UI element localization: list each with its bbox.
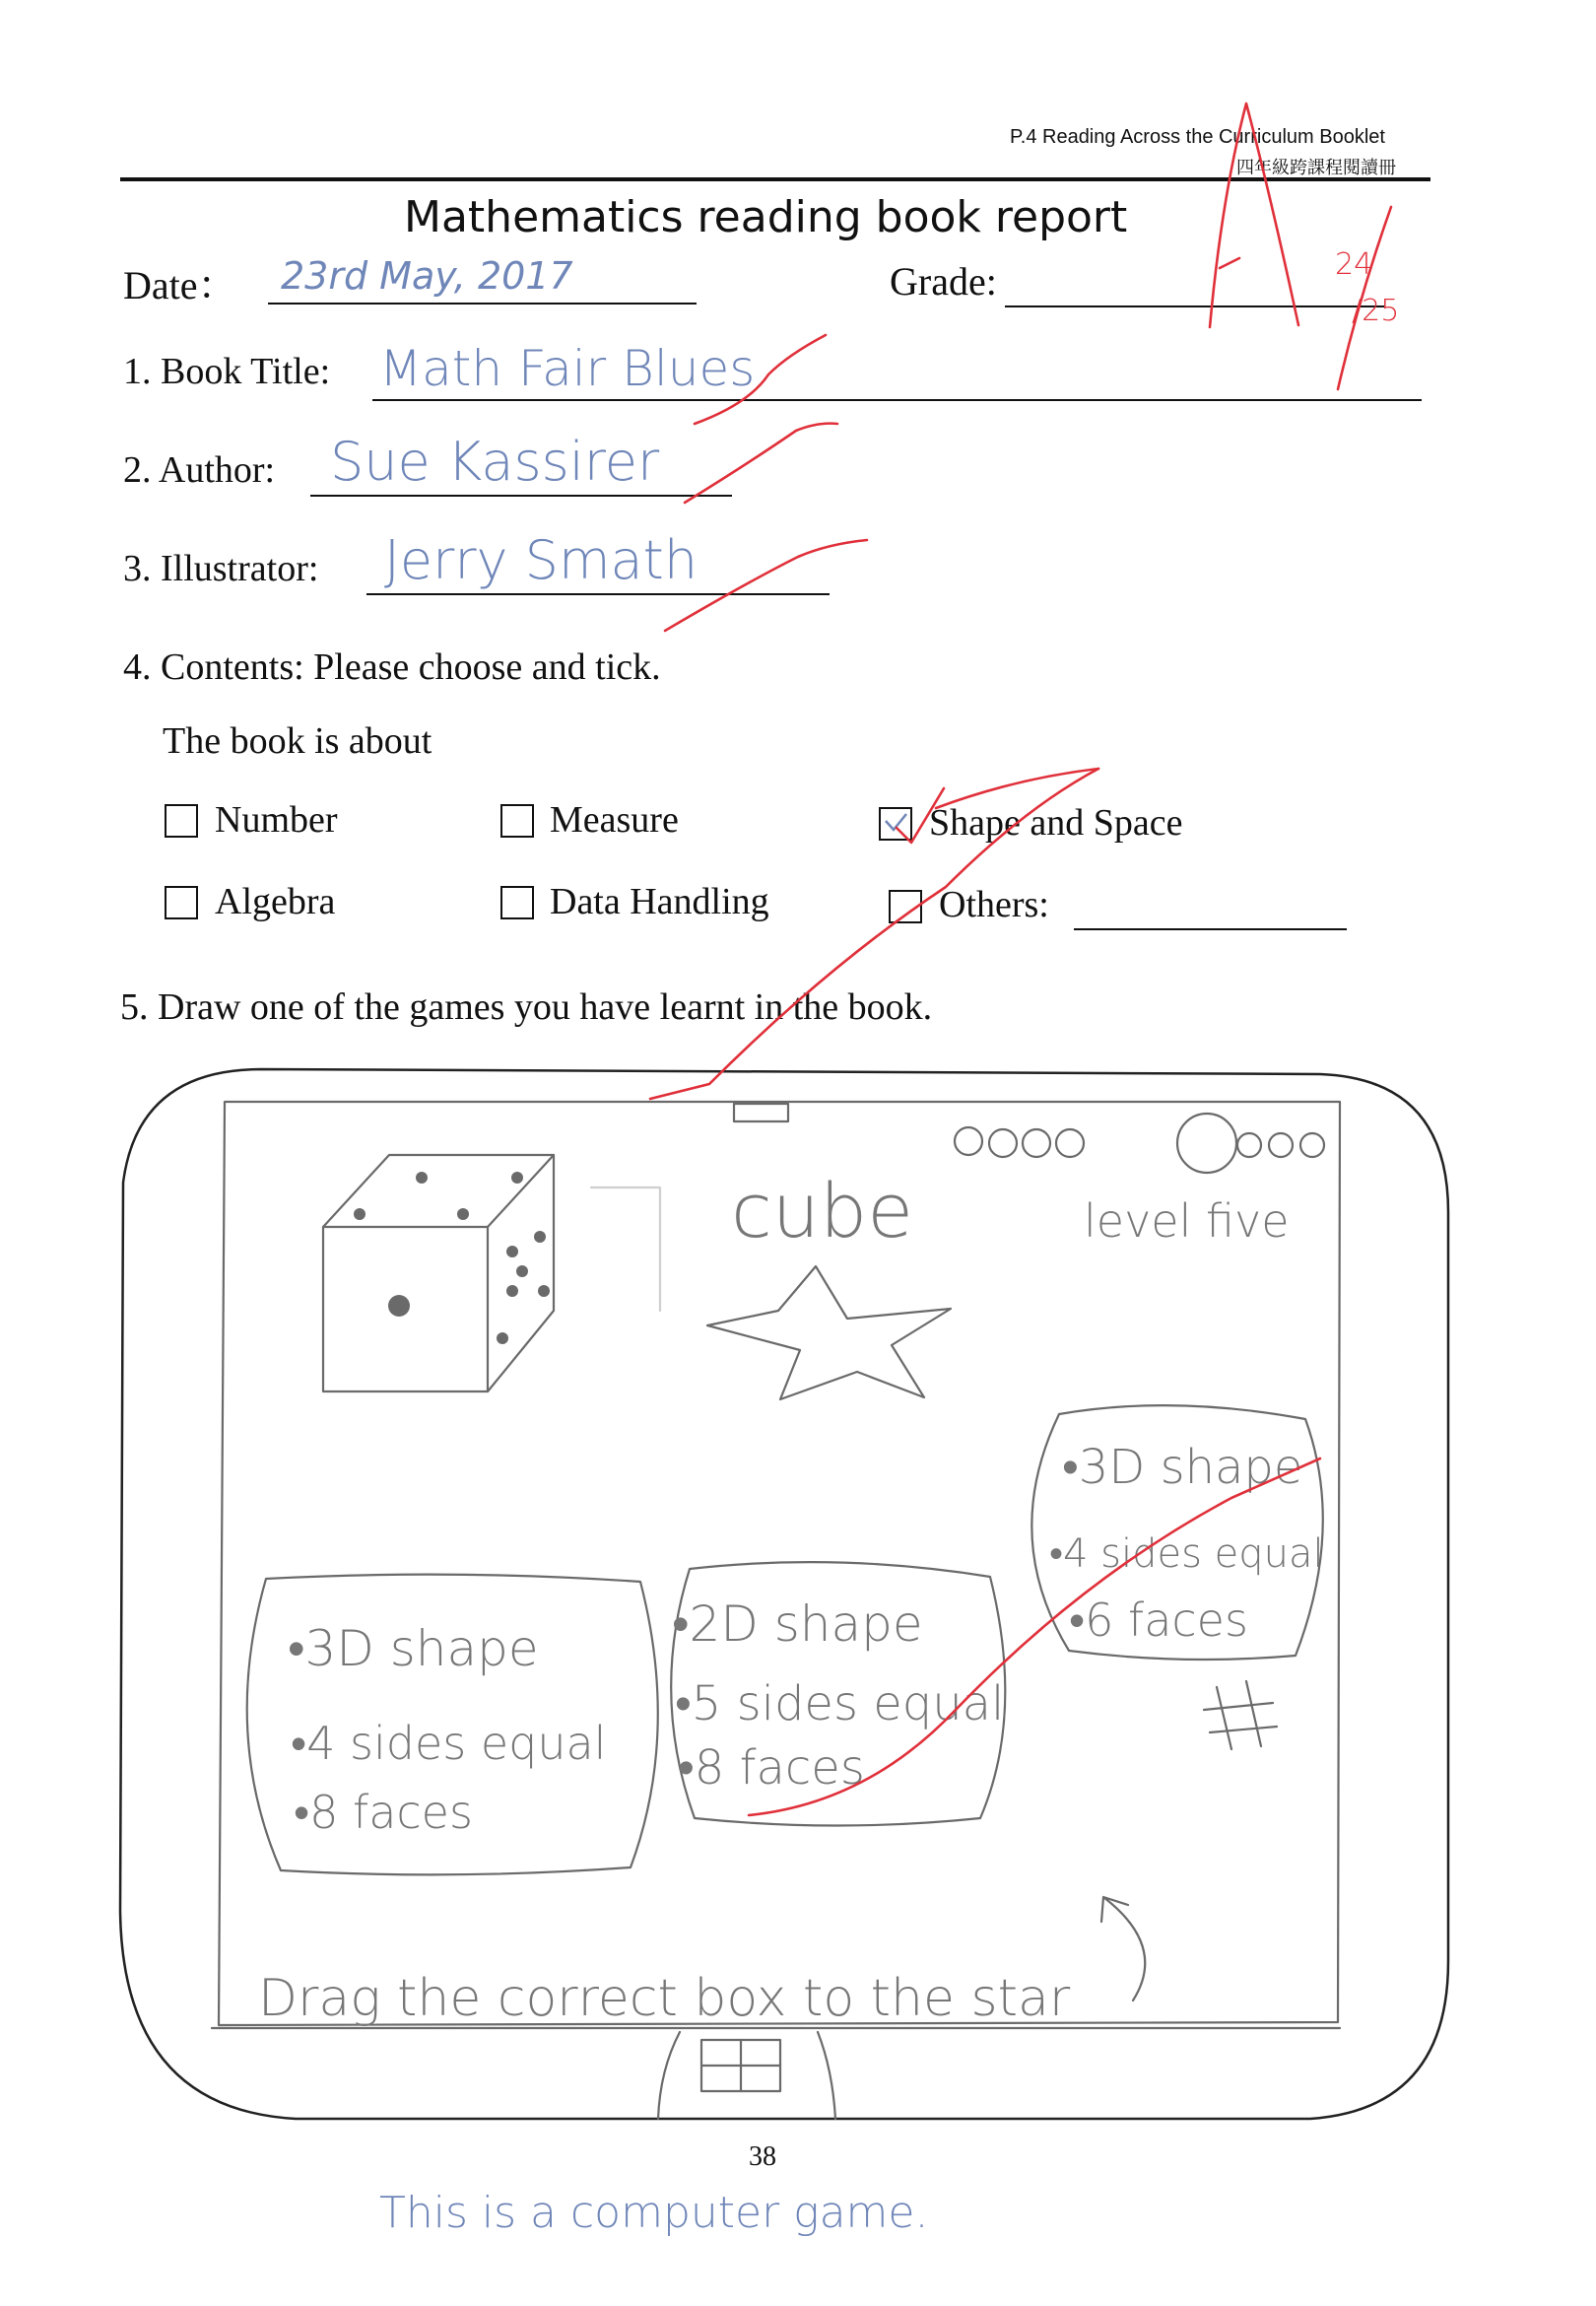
option-2-line-1: •2D shape [672,1595,923,1653]
option-measure: Measure [550,799,679,841]
tick-illustrator [665,540,867,631]
option-shape-and-space: Shape and Space [929,802,1183,844]
tick-drawing-long [650,769,1098,1099]
game-title: cube [731,1167,913,1255]
grade-letter-A [1210,103,1298,327]
option-data-handling: Data Handling [550,881,769,922]
contents-prompt: The book is about [163,720,432,762]
contents-label: 4. Contents: Please choose and tick. [123,646,661,688]
booklet-title-chinese: 四年級跨課程閱讀冊 [1236,158,1396,178]
tick-contents [936,769,1098,808]
option-1-line-2: •4 sides equal [291,1717,607,1770]
tick-drawing-bottom [749,1458,1320,1815]
date-label: Date： [123,263,237,307]
illustrator-answer: Jerry Smath [384,529,698,591]
grade-score-total: /25 [1352,294,1400,328]
author-answer: Sue Kassirer [330,431,660,493]
page-title: Mathematics reading book report [404,192,1128,242]
grade-label: Grade: [890,259,997,304]
book-title-answer: Math Fair Blues [379,340,756,397]
tick-book-title [695,335,826,424]
game-instruction: Drag the correct box to the star [258,1969,1071,2028]
book-title-label: 1. Book Title: [123,351,331,392]
footer-note: This is a computer game. [379,2188,929,2238]
option-3-line-3: •6 faces [1069,1594,1248,1647]
tick-author [685,424,837,503]
grade-score: 24 [1335,247,1373,282]
booklet-title: P.4 Reading Across the Curriculum Booklet [1010,126,1385,148]
option-3-line-1: •3D shape [1062,1440,1303,1495]
page-number: 38 [749,2141,776,2172]
tick-shape-and-space [897,788,944,843]
option-algebra: Algebra [215,881,336,922]
illustrator-label: 3. Illustrator: [123,548,319,589]
draw-game-label: 5. Draw one of the games you have learnt in the book. [120,986,933,1028]
option-others: Others: [939,884,1049,925]
option-3-line-2: •4 sides equal [1049,1531,1324,1577]
author-label: 2. Author: [123,449,276,491]
date-value: 23rd May, 2017 [281,254,573,298]
level-label: level five [1084,1194,1290,1248]
option-number: Number [215,799,338,841]
option-1-line-1: •3D shape [288,1620,539,1677]
option-1-line-3: •8 faces [294,1786,473,1839]
option-2-line-3: •8 faces [678,1740,865,1796]
option-2-line-2: •5 sides equal [675,1676,1005,1731]
